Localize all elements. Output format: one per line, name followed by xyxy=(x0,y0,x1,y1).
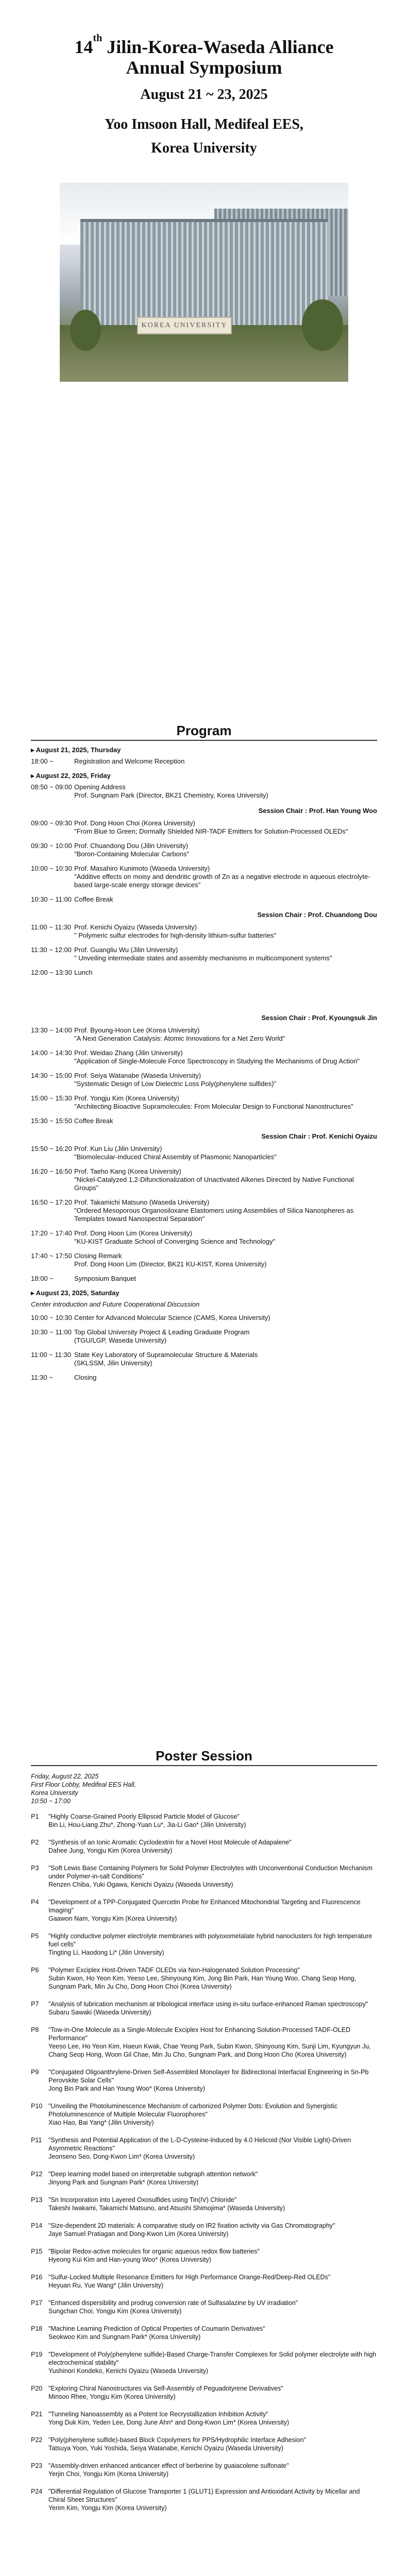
poster-number: P24 xyxy=(31,2488,43,2495)
schedule-row xyxy=(31,1072,377,1088)
schedule-time: 11:30 ~ 12:00 xyxy=(31,946,72,954)
poster-divider xyxy=(31,1765,377,1766)
poster-number: P6 xyxy=(31,1967,39,1974)
schedule-description: Lunch xyxy=(74,969,93,976)
poster-text: "Development of a TPP-Conjugated Quercetin Probe for Enhanced Mitochondrial Targeting and Fluorescence Imaging" Gaawon Nam, Yongju Kim (Korea University) xyxy=(48,1899,361,1922)
poster-number: P7 xyxy=(31,2001,39,2008)
poster-number: P12 xyxy=(31,2171,43,2178)
poster-number: P23 xyxy=(31,2462,43,2469)
poster-item xyxy=(31,1864,377,1889)
poster-text: "Analysis of lubrication mechanism at tribological interface using in-situ surface-enhanced Raman spectroscopy" Subaru Sawaki (Waseda University) xyxy=(48,2001,368,2016)
university-sign: KOREA UNIVERSITY xyxy=(137,317,232,334)
friday-session-4 xyxy=(31,1145,377,1283)
poster-text: "Size-dependent 2D materials: A comparative study on IR2 fixation activity via Gas Chromatography" Jaye Samuel Pratiagan and Dong-Kwon Lim (Korea University) xyxy=(48,2222,335,2238)
schedule-row xyxy=(31,1314,377,1322)
schedule-time: 11:30 ~ xyxy=(31,1374,53,1381)
session-chair-1: Session Chair : Prof. Han Young Woo xyxy=(258,807,377,815)
poster-item xyxy=(31,2102,377,2127)
poster-number: P16 xyxy=(31,2274,43,2281)
poster-item xyxy=(31,1838,377,1855)
schedule-time: 16:20 ~ 16:50 xyxy=(31,1167,72,1175)
schedule-time: 17:20 ~ 17:40 xyxy=(31,1229,72,1237)
program-title: Program xyxy=(176,723,232,738)
poster-number: P10 xyxy=(31,2103,43,2110)
schedule-row xyxy=(31,865,377,889)
page-title-line2: Annual Symposium xyxy=(126,57,282,78)
schedule-time: 15:00 ~ 15:30 xyxy=(31,1094,72,1102)
schedule-description: Prof. Taeho Kang (Korea University) "Nickel-Catalyzed 1,2-Difunctionalization of Unactivated Alkenes Directed by Native Functional Groups" xyxy=(74,1167,354,1192)
schedule-description: Prof. Dong Hoon Lim (Korea University) "KU-KIST Graduate School of Converging Science and Technology" xyxy=(74,1229,276,1245)
poster-item xyxy=(31,2068,377,2093)
schedule-row xyxy=(31,1167,377,1192)
poster-number: P2 xyxy=(31,1839,39,1846)
schedule-row xyxy=(31,842,377,858)
poster-item xyxy=(31,2247,377,2264)
campus-building-photo xyxy=(60,183,348,382)
poster-text: "Highly Coarse-Grained Poorly Ellipsoid Particle Model of Glucose" Bin Li, Hou-Liang Zhu*, Zhong-Yuan Lu*, Jia-Li Gao* (Jilin University) xyxy=(48,1813,246,1828)
poster-number: P4 xyxy=(31,1899,39,1906)
poster-text: "Synthesis and Potential Application of the L-D-Cysteine-Induced by 4.0 Helicoid (Nor Visible Light)-Driven Asymmetric Reactions" Jeonseno Seo, Dong-Kwon Lim* (Korea University) xyxy=(48,2137,351,2160)
schedule-row xyxy=(31,969,377,977)
schedule-description: Prof. Takamichi Matsuno (Waseda University) "Ordered Mesoporous Organosiloxane Elastomers using Assemblies of Silica Nanospheres as Templates toward Nanospectral Separation" xyxy=(74,1198,354,1223)
friday-session-2 xyxy=(31,923,377,977)
session-chair-4: Session Chair : Prof. Kenichi Oyaizu xyxy=(261,1132,377,1140)
schedule-row xyxy=(31,1198,377,1223)
poster-text: "Assembly-driven enhanced anticancer effect of berberine by guaiacolene sulfonate" Yerjin Choi, Yongju Kim (Korea University) xyxy=(48,2462,289,2478)
schedule-time: 11:00 ~ 11:30 xyxy=(31,1351,71,1359)
schedule-row xyxy=(31,1252,377,1268)
day-thursday: ▸ August 21, 2025, Thursday xyxy=(31,746,121,754)
schedule-description: State Key Laboratory of Supramolecular Structure & Materials (SKLSSM, Jilin University) xyxy=(74,1351,258,1367)
poster-item xyxy=(31,2487,377,2512)
poster-item xyxy=(31,2273,377,2290)
poster-text: "Development of Poly(phenylene sulfide)-Based Charge-Transfer Complexes for Solid polymer electrolyte with high electrochemical stability" Yushinori Kondeko, Kenichi Oyaizu (Waseda University) xyxy=(48,2351,377,2375)
schedule-row xyxy=(31,1145,377,1161)
poster-text: "Soft Lewis Base Containing Polymers for Solid Polymer Electrolytes with Unconventional Conduction Mechanism under Polymer-in-salt Conditions" Renzen Chiba, Yuki Ogawa, Kenichi Oyaizu (Waseda University) xyxy=(48,1865,373,1888)
poster-number: P21 xyxy=(31,2411,43,2418)
schedule-description: Coffee Break xyxy=(74,895,113,903)
poster-item xyxy=(31,2000,377,2016)
schedule-time: 15:50 ~ 16:20 xyxy=(31,1145,72,1153)
schedule-time: 09:00 ~ 09:30 xyxy=(31,819,72,827)
schedule-time: 10:00 ~ 10:30 xyxy=(31,865,72,872)
schedule-row xyxy=(31,819,377,836)
poster-item xyxy=(31,1932,377,1957)
poster-item xyxy=(31,2384,377,2401)
schedule-description: Prof. Kun Liu (Jilin University) "Biomolecular-Induced Chiral Assembly of Plasmonic Nanoparticles" xyxy=(74,1145,277,1161)
schedule-row xyxy=(31,1094,377,1111)
friday-opening xyxy=(31,783,377,800)
friday-session-1 xyxy=(31,819,377,904)
poster-text: "Tunneling Nanoassembly as a Potent Ice Recrystallization Inhibition Activity" Yong Duk Kim, Yeden Lee, Dong June Ahn* and Dong-Kwon Lim* (Korea University) xyxy=(48,2411,290,2426)
program-section xyxy=(31,723,377,1388)
poster-text: "Highly conductive polymer electrolyte membranes with polyoxometalate hybrid nanoclusters for high temperature fuel cells" Tingting Li, Haodong Li* (Jilin University) xyxy=(48,1933,372,1956)
schedule-description: Top Global University Project & Leading Graduate Program (TGU/LGP, Waseda University) xyxy=(74,1328,250,1344)
poster-number: P11 xyxy=(31,2137,42,2144)
schedule-time: 13:30 ~ 14:00 xyxy=(31,1026,72,1034)
schedule-description: Prof. Guangliu Wu (Jilin University) " Unveiling intermediate states and assembly mechanisms in multicomponent systems" xyxy=(74,946,332,962)
schedule-row xyxy=(31,923,377,940)
poster-item xyxy=(31,2299,377,2315)
poster-item xyxy=(31,2170,377,2187)
poster-text: "Machine Learning Prediction of Optical Properties of Coumarin Derivatives" Seokwoo Kim and Sungnam Park* (Korea University) xyxy=(48,2325,265,2341)
poster-text: "Tow-in-One Molecule as a Single-Molecule Exciplex Host for Enhancing Solution-Processed TADF-OLED Performance" Yeeso Lee, Ho Yeon Kim, Haeun Kwak, Chae Yeong Park, Subin Kwon, Shinyoung Kim, Sunji Lim, Kyungyun Ju, Chang Seop Hong, Woon Gil Chae, Min Ju Cho, Sungnam Park, and Dong Hoon Cho (Korea University) xyxy=(48,2026,371,2058)
poster-text: "Differential Regulation of Glucose Transporter 1 (GLUT1) Expression and Antioxidant Activity by Micellar and Chiral Sheet Structures" Yerim Kim, Yongju Kim (Korea University) xyxy=(48,2488,360,2512)
schedule-description: Prof. Kenichi Oyaizu (Waseda University) " Polymeric sulfur electrodes for high-density lithium-sulfur batteries" xyxy=(74,923,277,939)
poster-item xyxy=(31,2325,377,2341)
session-chair-2: Session Chair : Prof. Chuandong Dou xyxy=(257,911,377,919)
poster-text: "Polymer Exciplex Host-Driven TADF OLEDs via Non-Halogenated Solution Processing" Subin Kwon, Ho Yeon Kim, Yeeso Lee, Shinyoung Kim, Jong Bin Park, Han Young Woo, Chang Seop Hong, Sungnam Park, Min Ju Cho, Dong Hoon Choi (Korea University) xyxy=(48,1967,356,1990)
schedule-row xyxy=(31,1117,377,1125)
schedule-description: Center for Advanced Molecular Science (CAMS, Korea University) xyxy=(74,1314,270,1321)
poster-item xyxy=(31,2462,377,2478)
poster-number: P9 xyxy=(31,2069,39,2076)
schedule-time: 12:00 ~ 13:30 xyxy=(31,969,72,976)
poster-text: "Exploring Chiral Nanostructures via Self-Assembly of Peguadotyrene Derivatives" Minsoo Rhee, Yongju Kim (Korea University) xyxy=(48,2385,283,2400)
poster-section xyxy=(31,1748,377,2521)
poster-item xyxy=(31,1898,377,1923)
schedule-description: Prof. Byoung-Hoon Lee (Korea University) "A Next Generation Catalysis: Atomic Innovations for a Net Zero World" xyxy=(74,1026,285,1042)
poster-number: P18 xyxy=(31,2325,43,2332)
poster-number: P8 xyxy=(31,2026,39,2033)
schedule-description: Prof. Dong Hoon Choi (Korea University) "From Blue to Green; Dormally Shielded NIR-TADF Emitters for Solution-Processed OLEDs" xyxy=(74,819,348,835)
schedule-time: 18:00 ~ xyxy=(31,757,54,765)
poster-title: Poster Session xyxy=(156,1748,252,1764)
schedule-description: Opening Address Prof. Sungnam Park (Director, BK21 Chemistry, Korea University) xyxy=(74,783,268,799)
schedule-description: Prof. Seiya Watanabe (Waseda University) "Systematic Design of Low Dielectric Loss Poly(phenylene sulfides)" xyxy=(74,1072,277,1088)
poster-meta: Friday, August 22, 2025 First Floor Lobby, Medifeal EES Hall, Korea University 10:50 ~ 17:00 xyxy=(31,1773,137,1805)
schedule-row xyxy=(31,757,377,766)
poster-number: P20 xyxy=(31,2385,43,2392)
schedule-time: 08:50 ~ 09:00 xyxy=(31,783,72,791)
poster-text: "Sulfur-Locked Multiple Resonance Emitters for High Performance Orange-Red/Deep-Red OLEDs" Heyuan Ru, Yue Wang* (Jilin University) xyxy=(48,2274,331,2289)
schedule-row xyxy=(31,1049,377,1065)
event-venue: Yoo Imsoon Hall, Medifeal EES, xyxy=(105,116,303,132)
schedule-time: 16:50 ~ 17:20 xyxy=(31,1198,72,1206)
poster-text: "Poly(phenylene sulfide)-based Block Copolymers for PPS/Hydrophilic Interface Adhesion" Tatsuya Yoon, Yuki Yoshida, Seiya Watanabe, Kenichi Oyaizu (Waseda University) xyxy=(48,2436,307,2452)
schedule-row xyxy=(31,1328,377,1345)
poster-text: "Deep learning model based on interpretable subgraph attention network" Jinyong Park and Sungnam Park* (Korea University) xyxy=(48,2171,258,2186)
schedule-time: 18:00 ~ xyxy=(31,1275,54,1282)
schedule-time: 11:00 ~ 11:30 xyxy=(31,923,71,931)
poster-item xyxy=(31,2026,377,2059)
schedule-row xyxy=(31,783,377,800)
poster-number: P13 xyxy=(31,2196,43,2204)
schedule-row xyxy=(31,1374,377,1382)
poster-item xyxy=(31,2196,377,2212)
schedule-description: Closing Remark Prof. Dong Hoon Lim (Director, BK21 KU-KIST, Korea University) xyxy=(74,1252,267,1268)
poster-text: "Conjugated Oligoanthrylene-Driven Self-Assembled Monolayer for Bidirectional Interfacial Engineering in Sn-Pb Perovskite Solar Cells" Jong Bin Park and Han Young Woo* (Korea University) xyxy=(48,2069,369,2092)
schedule-time: 10:30 ~ 11:00 xyxy=(31,895,72,903)
poster-number: P19 xyxy=(31,2351,43,2358)
schedule-time: 10:00 ~ 10:30 xyxy=(31,1314,72,1321)
poster-item xyxy=(31,2410,377,2427)
poster-text: "Sn Incorporation into Layered Oxosulfides using Tin(IV) Chloride" Takeshi Iwakami, Takamichi Matsuno, and Atsushi Shimojima* (Waseda University) xyxy=(48,2196,285,2212)
page-title: 14th Jilin-Korea-Waseda Alliance xyxy=(74,32,334,57)
schedule-row xyxy=(31,895,377,904)
schedule-description: Closing xyxy=(74,1374,97,1381)
poster-number: P17 xyxy=(31,2299,43,2307)
friday-session-3 xyxy=(31,1026,377,1125)
poster-item xyxy=(31,1966,377,1991)
schedule-description: Prof. Yongju Kim (Korea University) "Architecting Bioactive Supramolecules: From Molecular Design to Functional Nanostructures" xyxy=(74,1094,353,1110)
poster-number: P5 xyxy=(31,1933,39,1940)
schedule-row xyxy=(31,1229,377,1246)
poster-text: "Synthesis of an Ionic Aromatic Cyclodextrin for a Novel Host Molecule of Adapalene" Dahee Jung, Yongju Kim (Korea University) xyxy=(48,1839,292,1854)
schedule-description: Prof. Masahiro Kunimoto (Waseda University) "Additive effects on moisy and dendritic growth of Zn as a negative electrode in aqueous electrolyte-based large-scale energy storage devices" xyxy=(74,865,370,889)
poster-item xyxy=(31,2222,377,2238)
schedule-row xyxy=(31,946,377,962)
session-chair-3: Session Chair : Prof. Kyoungsuk Jin xyxy=(261,1014,377,1022)
thursday-schedule xyxy=(31,757,377,766)
day-saturday: ▸ August 23, 2025, Saturday xyxy=(31,1289,120,1297)
schedule-description: Prof. Weidao Zhang (Jilin University) "Application of Single-Molecule Force Spectroscopy in Studying the Mechanisms of Drug Action" xyxy=(74,1049,360,1065)
poster-text: "Unveiling the Photoluminescence Mechanism of carbonized Polymer Dots: Evolution and Synergistic Photoluminescence of Multiple Molecular Fluorophores" Xiao Hao, Bai Yang* (Jilin University) xyxy=(48,2103,337,2126)
poster-item xyxy=(31,2136,377,2161)
program-divider xyxy=(31,740,377,741)
poster-number: P14 xyxy=(31,2222,43,2229)
schedule-time: 17:40 ~ 17:50 xyxy=(31,1252,72,1260)
schedule-time: 10:30 ~ 11:00 xyxy=(31,1328,72,1336)
schedule-description: Prof. Chuandong Dou (Jilin University) "Boron-Containing Molecular Carbons" xyxy=(74,842,190,858)
schedule-time: 14:00 ~ 14:30 xyxy=(31,1049,72,1057)
event-date: August 21 ~ 23, 2025 xyxy=(140,87,268,103)
poster-text: "Bipolar Redox-active molecules for organic aqueous redox flow batteries" Hyeong Kui Kim and Han-young Woo* (Korea University) xyxy=(48,2248,260,2263)
schedule-row xyxy=(31,1275,377,1283)
schedule-description: Symposium Banquet xyxy=(74,1275,136,1282)
poster-item xyxy=(31,2436,377,2452)
day-friday: ▸ August 22, 2025, Friday xyxy=(31,772,111,779)
poster-number: P22 xyxy=(31,2436,43,2444)
schedule-row xyxy=(31,1351,377,1367)
saturday-subtitle: Center introduction and Future Cooperational Discussion xyxy=(31,1300,200,1308)
poster-number: P3 xyxy=(31,1865,39,1872)
poster-item xyxy=(31,2350,377,2375)
schedule-time: 09:30 ~ 10:00 xyxy=(31,842,72,850)
schedule-row xyxy=(31,1026,377,1043)
page-header xyxy=(0,0,408,157)
poster-number: P1 xyxy=(31,1813,39,1820)
schedule-time: 15:30 ~ 15:50 xyxy=(31,1117,72,1125)
poster-number: P15 xyxy=(31,2248,43,2255)
poster-item xyxy=(31,1812,377,1829)
poster-text: "Enhanced dispersibility and prodrug conversion rate of Sulfasalazine by UV irradiation" Sungchan Choi, Yongju Kim (Korea University) xyxy=(48,2299,298,2315)
event-venue-university: Korea University xyxy=(151,140,257,156)
schedule-description: Coffee Break xyxy=(74,1117,113,1125)
saturday-schedule xyxy=(31,1314,377,1382)
schedule-description: Registration and Welcome Reception xyxy=(74,757,185,765)
poster-list xyxy=(31,1812,377,2512)
schedule-time: 14:30 ~ 15:00 xyxy=(31,1072,72,1079)
